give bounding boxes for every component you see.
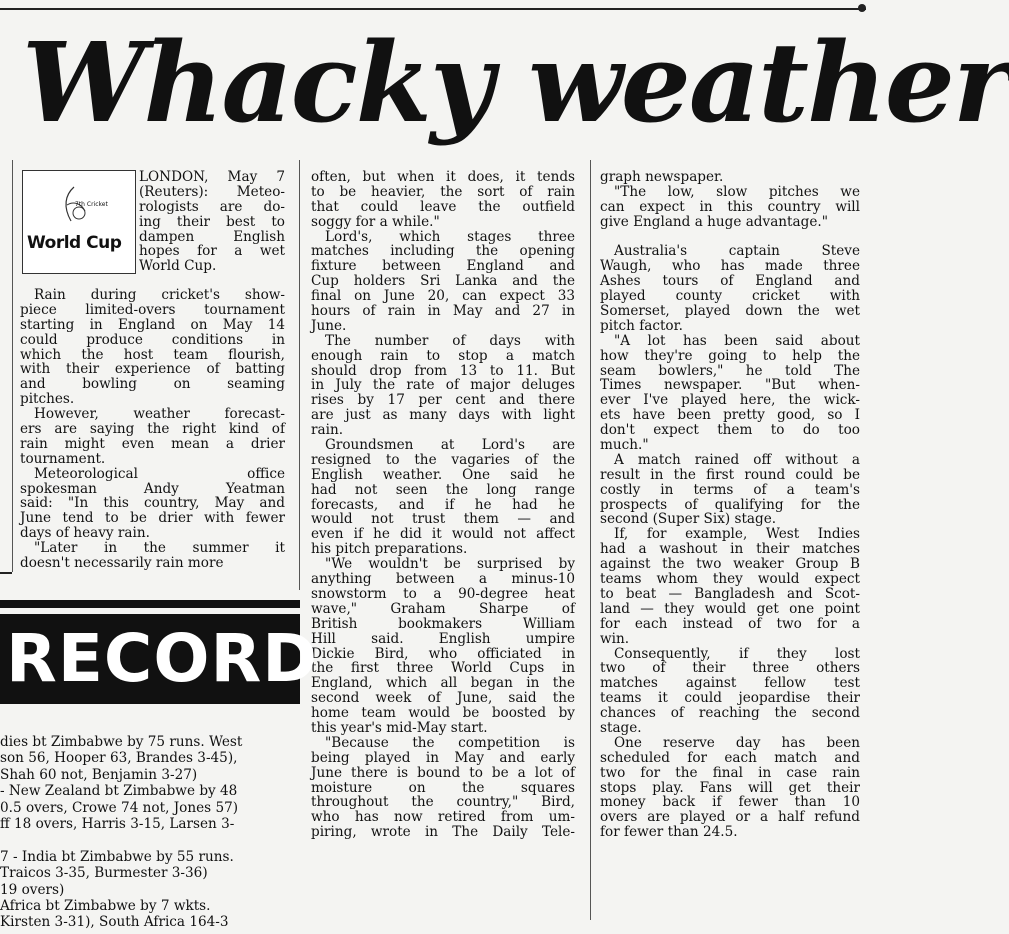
logo-title: World Cup [27,233,122,253]
record-results [0,734,288,931]
column1-body: Rain during cricket's show- piece limited-overs tournament starting in England on May 14 could produce conditions in which the host team flourish, with their experience of batting and bowling on seaming pitches. However, weather forecast- ers are saying the right kind of rain might even mean a drier tournament. Meteorological office spokesman Andy Yeatman said: "In this country, May and June tend to be drier with fewer days of heavy rain. "Later in the summer it doesn't necessarily rain more [20,287,285,572]
article-intro: LONDON, May 7 (Reuters): Meteo- rologists are do- ing their best to dampen English hopes for a wet World Cup. [139,169,285,275]
column1-bottom-rule [0,572,12,574]
world-cup-logo [22,170,136,274]
record-line [0,832,288,848]
column-rule-2 [590,160,591,920]
column3-body: graph newspaper. "The low, slow pitches we can expect in this country will give England a huge advantage." Australia's captain Steve Waugh, who has made three Ashes tours of England and played county cricket with Somerset, played down the wet pitch factor. "A lot has been said about how they're going to help the seam bowlers," he told The Times newspaper. "But when- ever I've played here, the wick- ets have been pretty good, so I don't expect them to do too much." A match rained off without a result in the first round could be costly in terms of a team's prospects of qualifying for the second (Super Six) stage. If, for example, West Indies had a washout in their matches against the two weaker Group B teams whom they would expect to beat — Bangladesh and Scot- land — they would get one point for each instead of two for a win. Consequently, if they lost two of their three others matches against fellow test teams it could jeopardise their chances of reaching the second stage. One reserve day has been scheduled for each match and two for the final in case rain stops play. Fans will get their money back if fewer than 10 overs are played or a half refund for fewer than 24.5. [600,169,860,841]
column2-body: often, but when it does, it tends to be heavier, the sort of rain that could leave the outfield soggy for a while." Lord's, which stages three matches including the opening fixture between England and Cup holders Sri Lanka and the final on June 20, can expect 33 hours of rain in May and 27 in June. The number of days with enough rain to stop a match should drop from 13 to 11. But in July the rate of major deluges rises by 17 per cent and there are just as many days with light rain. Groundsmen at Lord's are resigned to the vagaries of the English weather. One said he had not seen the long range forecasts, and if he had he would not trust them — and even if he did it would not affect his pitch preparations. "We wouldn't be surprised by anything between a minus-10 snowstorm to a 90-degree heat wave," Graham Sharpe of British bookmakers William Hill said. English umpire Dickie Bird, who officiated in the first three World Cups in England, which all began in the second week of June, said the home team would be boosted by this year's mid-May start. "Because the competition is being played in May and early June there is bound to be a lot of moisture on the squares throughout the country," Bird, who has now retired from um- piring, wrote in The Daily Tele- [311,169,575,841]
headline: Whacky weather [22,18,1009,147]
record-line: 19 overs) [0,881,65,898]
record-banner: RECORD [0,614,300,704]
record-line: Traicos 3-35, Burmester 3-36) [0,865,208,882]
logo-decoration [43,255,113,263]
record-line: - New Zealand bt Zimbabwe by 48 [0,783,238,800]
record-line: 7 - India bt Zimbabwe by 55 runs. [0,848,234,865]
record-line: son 56, Hooper 63, Brandes 3-45), [0,750,238,767]
record-line: dies bt Zimbabwe by 75 runs. West [0,734,243,750]
record-line: Shah 60 not, Benjamin 3-27) [0,766,198,783]
logo-small-text: 7th Cricket [75,201,108,208]
record-line: Africa bt Zimbabwe by 7 wkts. [0,897,211,914]
column-left-rule [12,160,13,572]
record-top-bar [0,600,300,608]
record-line: ff 18 overs, Harris 3-15, Larsen 3- [0,815,235,832]
column-rule-1 [299,160,300,590]
record-line: Kirsten 3-31), South Africa 164-3 [0,914,229,931]
record-line: 0.5 overs, Crowe 74 not, Jones 57) [0,799,239,816]
